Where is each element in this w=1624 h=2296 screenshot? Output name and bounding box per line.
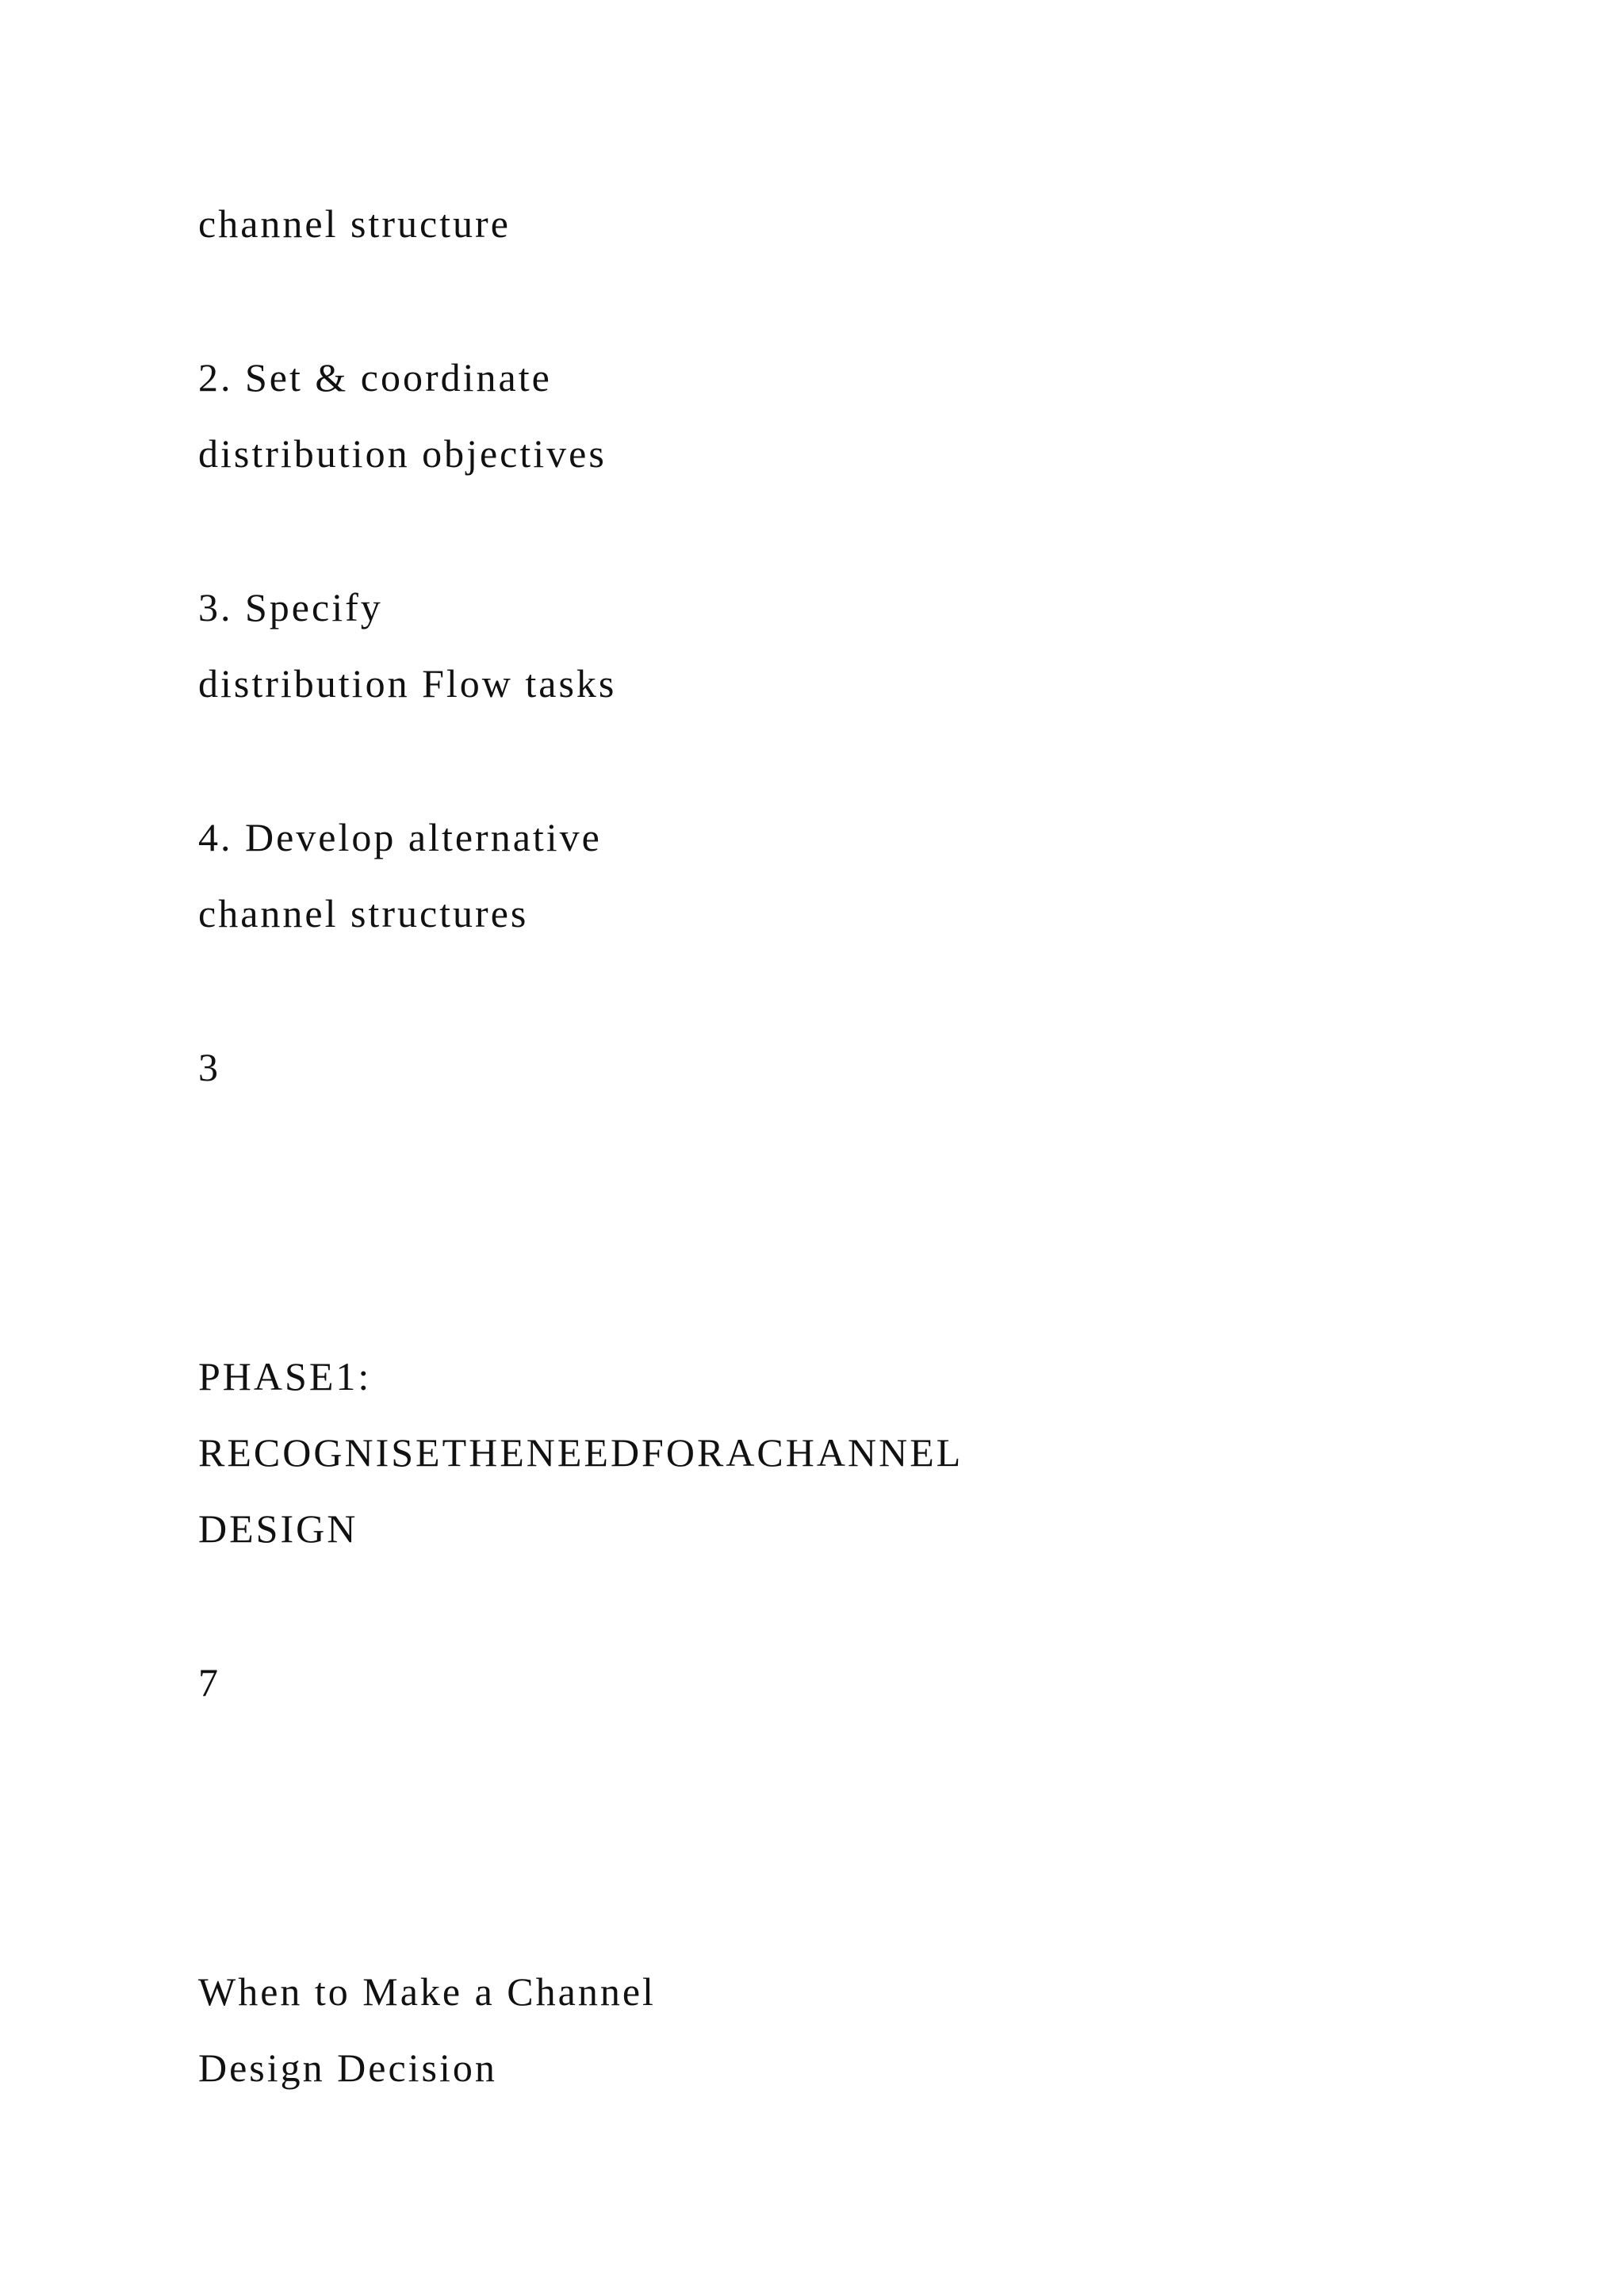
text-line-step-2-continued: distribution objectives	[198, 431, 607, 476]
page-number-3: 3	[198, 1045, 220, 1089]
text-line-step-4-continued: channel structures	[198, 891, 529, 936]
page-number-7: 7	[198, 1660, 220, 1705]
text-line-step-3-title: 3. Specify	[198, 585, 383, 629]
heading-phase-title-continued: DESIGN	[198, 1506, 358, 1551]
text-line-channel-structure: channel structure	[198, 201, 511, 246]
text-line-step-2-title: 2. Set & coordinate	[198, 355, 552, 400]
heading-phase-title: RECOGNISETHENEEDFORACHANNEL	[198, 1430, 963, 1475]
heading-when-to-make-decision-cont: Design Decision	[198, 2045, 497, 2090]
text-line-step-3-continued: distribution Flow tasks	[198, 661, 617, 706]
heading-phase-label: PHASE1:	[198, 1354, 372, 1399]
text-line-step-4-title: 4. Develop alternative	[198, 815, 602, 859]
heading-when-to-make-decision: When to Make a Channel	[198, 1969, 656, 2014]
